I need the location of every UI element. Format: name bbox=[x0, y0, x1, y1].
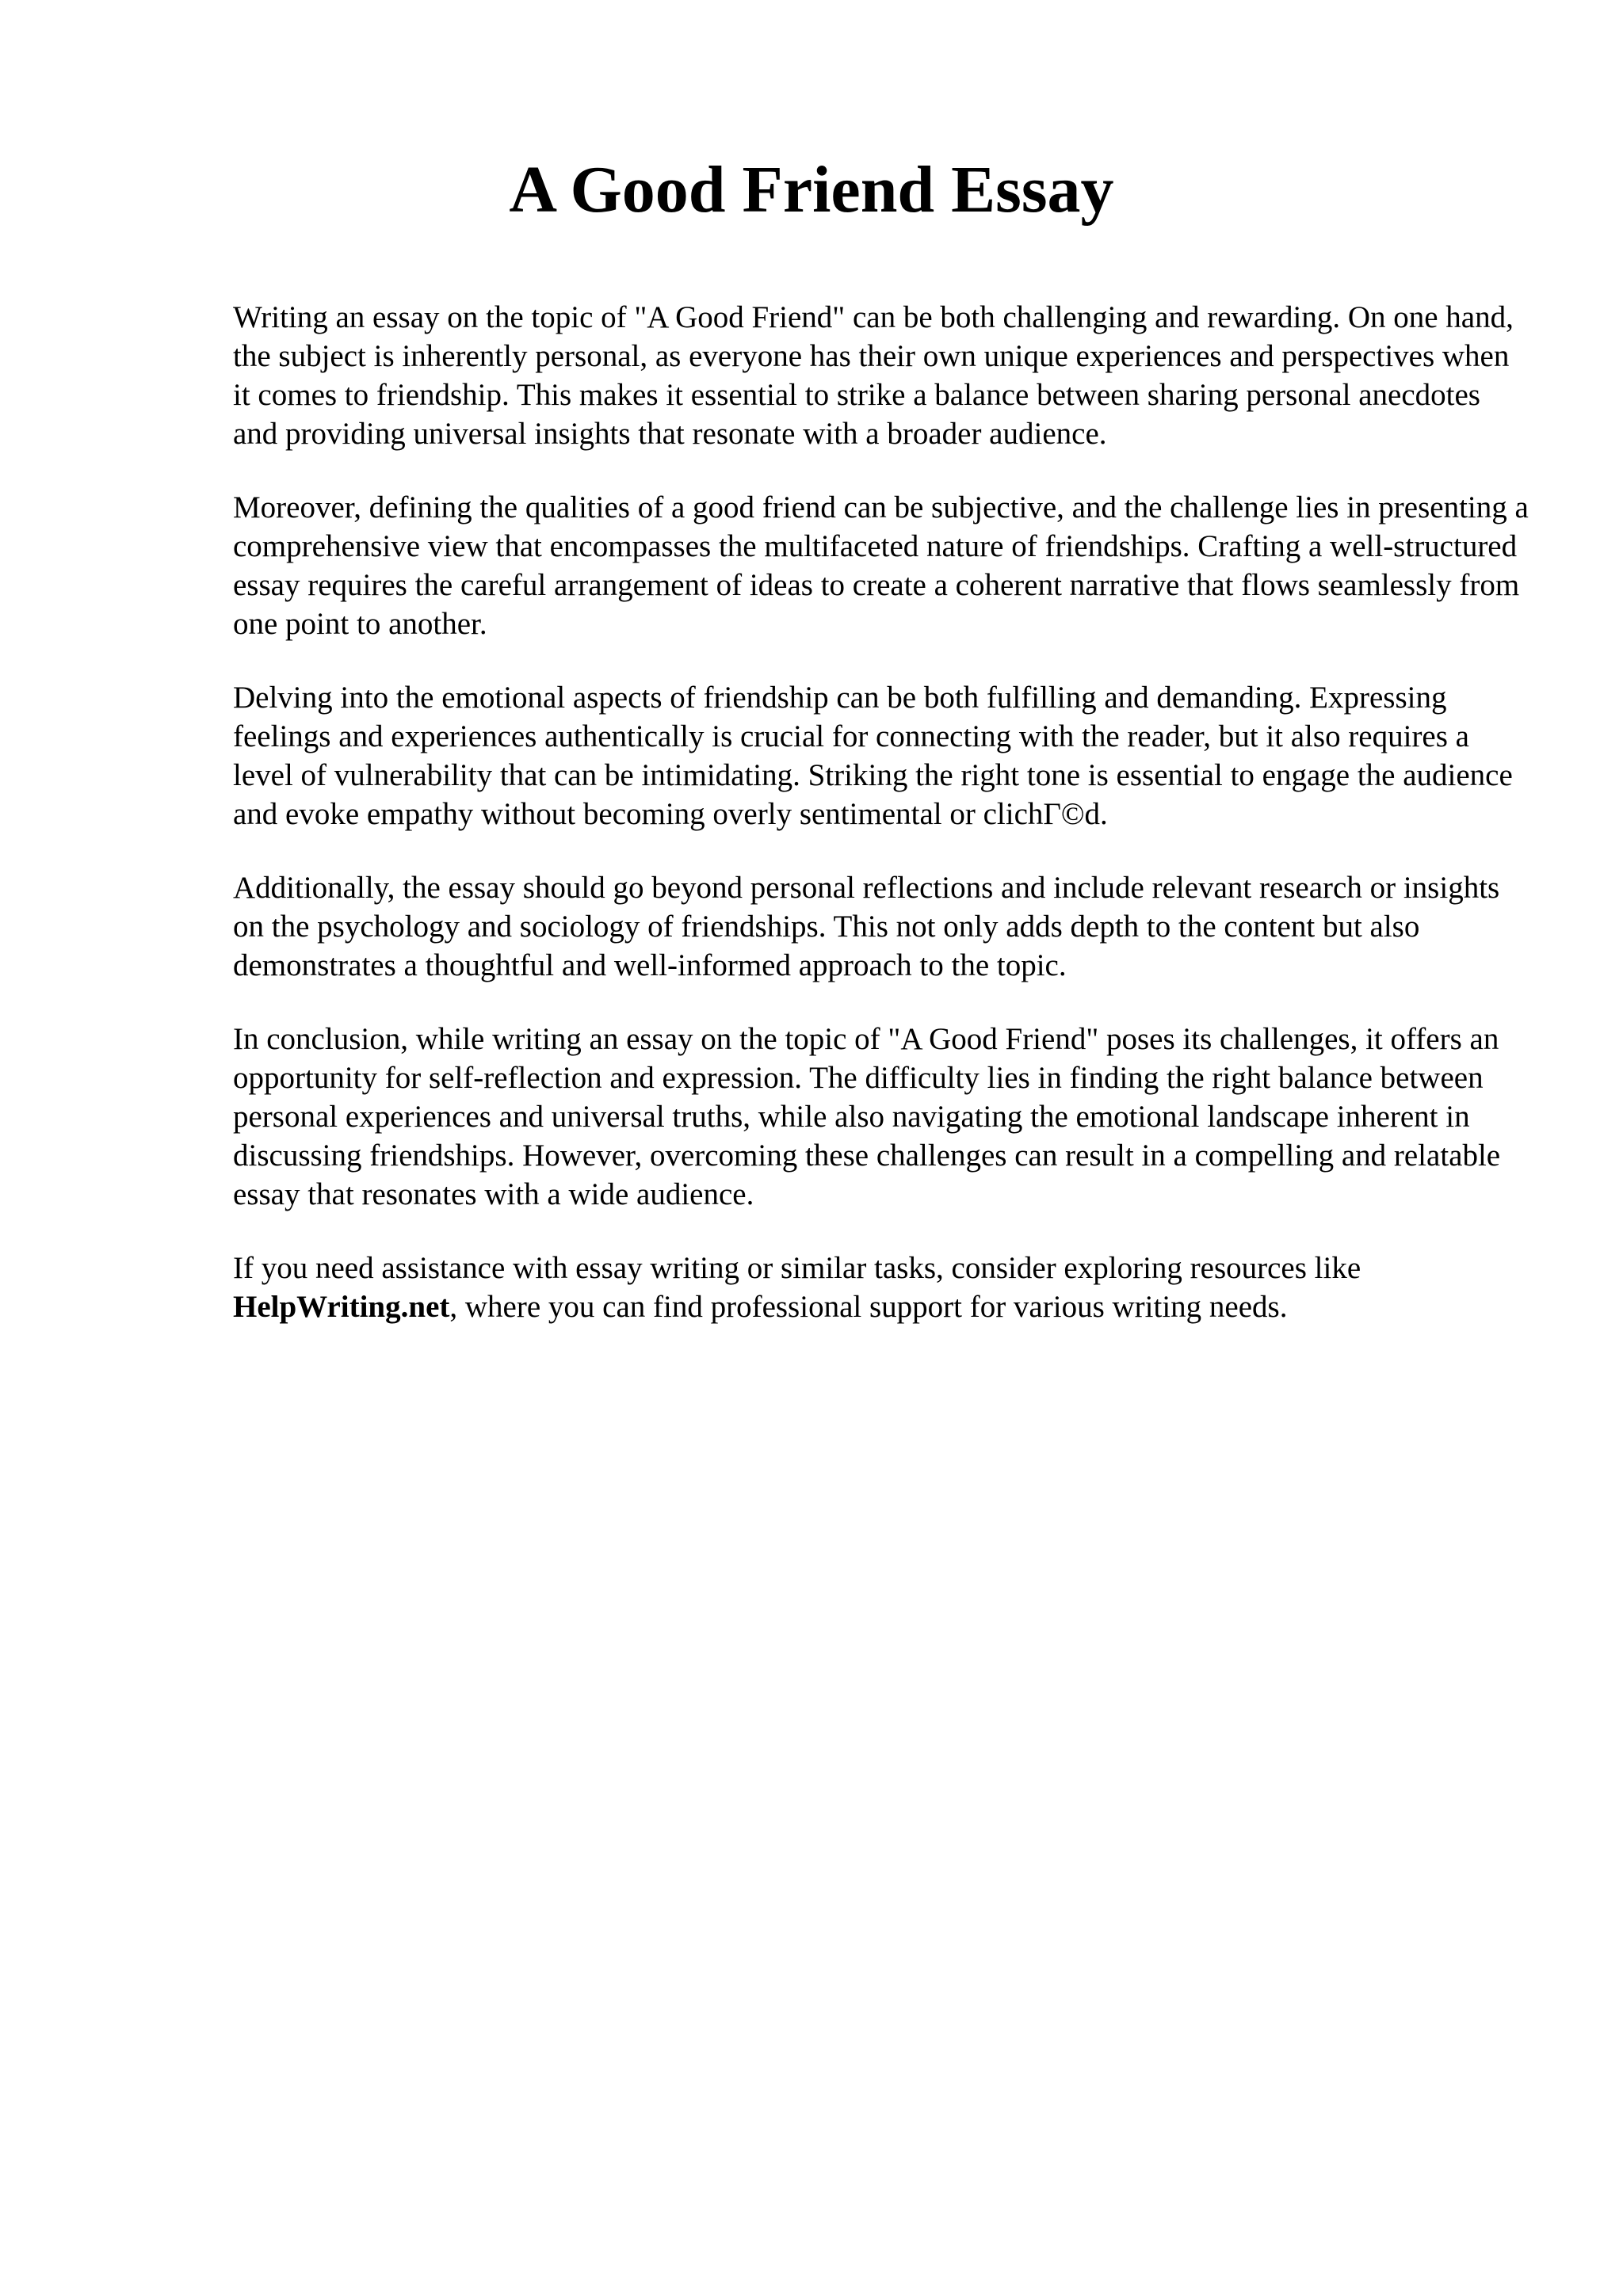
closing-text-after: , where you can find professional support for various writing needs. bbox=[449, 1290, 1288, 1324]
paragraph-emotional: Delving into the emotional aspects of friendship can be both fulfilling and demanding. Expressing feelings and experiences authentically is crucial for connecting with the reader, but it also requires a level of vulnerability that can be intimidating. Striking the right tone is essential to engage the audience and evoke empathy without becoming overly sentimental or clichΓ©d. bbox=[233, 681, 1513, 831]
paragraph-intro: Writing an essay on the topic of "A Good Friend" can be both challenging and rewarding. On one hand, the subject is inherently personal, as everyone has their own unique experiences and perspectives when it comes to friendship. This makes it essential to strike a balance between sharing personal anecdotes and providing universal insights that resonate with a broader audience. bbox=[233, 300, 1514, 451]
closing-text-before: If you need assistance with essay writing or similar tasks, consider exploring resources like bbox=[233, 1251, 1361, 1285]
paragraph-conclusion: In conclusion, while writing an essay on the topic of "A Good Friend" poses its challenges, it offers an opportunity for self-reflection and expression. The difficulty lies in finding the right balance between personal experiences and universal truths, while also navigating the emotional landscape inherent in discussing friendships. However, overcoming these challenges can result in a compelling and relatable essay that resonates with a wide audience. bbox=[233, 1022, 1501, 1211]
document-title: A Good Friend Essay bbox=[509, 153, 1114, 227]
paragraph-qualities: Moreover, defining the qualities of a good friend can be subjective, and the challenge lies in presenting a comprehensive view that encompasses the multifaceted nature of friendships. Crafting a well-structured essay requires the careful arrangement of ideas to create a coherent narrative that flows seamlessly from one point to another. bbox=[233, 490, 1529, 641]
paragraph-research: Additionally, the essay should go beyond personal reflections and include relevant research or insights on the psychology and sociology of friendships. This not only adds depth to the content but also demonstrates a thoughtful and well-informed approach to the topic. bbox=[233, 871, 1500, 982]
paragraph-closing bbox=[233, 1249, 1533, 1326]
brand-link[interactable]: HelpWriting.net bbox=[233, 1290, 450, 1324]
document-body bbox=[233, 298, 1533, 1326]
